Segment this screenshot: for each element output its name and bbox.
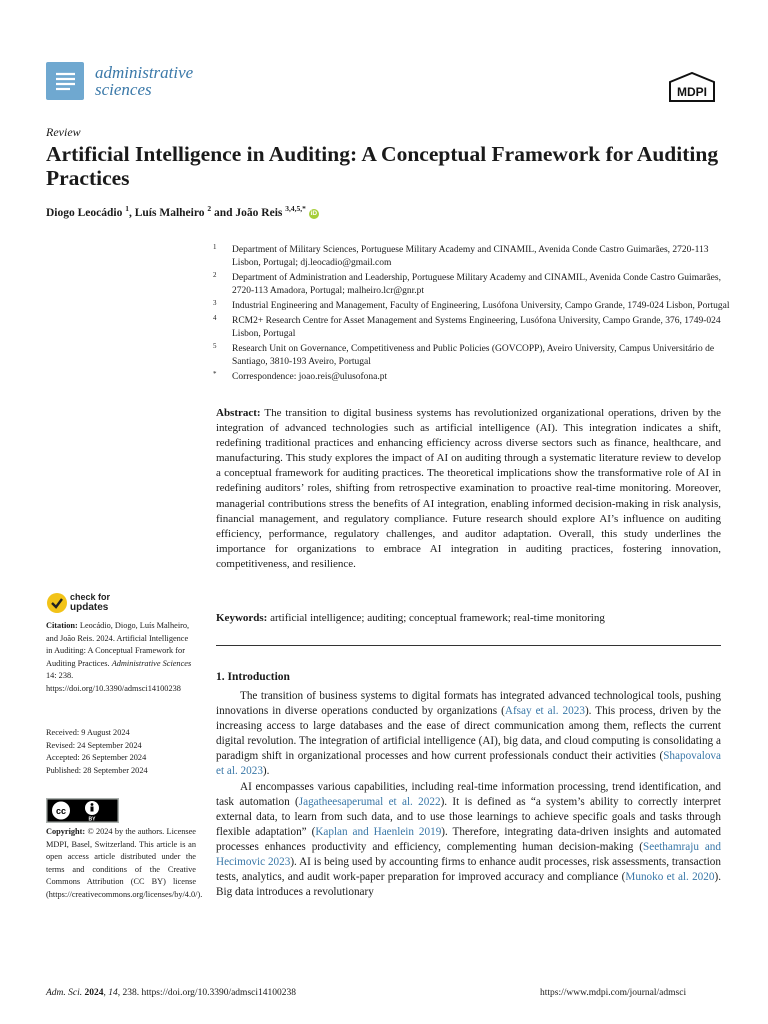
copyright-notice: Copyright: © 2024 by the authors. Licensee MDPI, Basel, Switzerland. This article is an open access article distributed under the terms and conditions of the Creative Commons Attribution (CC BY) license (https://creativecommons.org/licenses/by/4.0/). [46, 827, 203, 899]
citation-block: Citation: Leocádio, Diogo, Luís Malheiro, and João Reis. 2024. Artificial Intelligence in Auditing: A Conceptual Framework for Auditing Practices. Administrative Sciences 14: 238. https://doi.org/10.3390/admsci14100238 [46, 621, 192, 693]
abstract-text: The transition to digital business systems has revolutionized organizational operations, driven by the integration of advanced technologies such as artificial intelligence (AI). This integration indicates a shift, redefining traditional practices and enhancing efficiency across diverse sectors such as finance, healthcare, and manufacturing. This study explores the impact of AI on auditing through a systematic literature review to develop a conceptual framework for auditing practices. The theoretical implications show the transformative role of AI in redefining auditors’ roles, shifting from retrospective examination to proactive real-time monitoring. Moreover, managerial contributions stress the benefits of AI integration, enabling informed decision-making in risk analysis, financial management, and regulatory compliance. Future research should explore AI’s influence on auditing efficiency, performance, regulatory challenges, and auditor adaptation. Overall, this study underlines the importance for organizations to embrace AI integration in auditing practices, fostering innovation, competitiveness, and resilience. [216, 407, 721, 570]
revised-date: Revised: 24 September 2024 [46, 740, 142, 750]
affiliation-item: 5 Research Unit on Governance, Competitiveness and Public Policies (GOVCOPP), Aveiro University, Campus Universitário de Santiago, 3810-193 Aveiro, Portugal [213, 342, 715, 367]
journal-name [95, 64, 193, 98]
citation-label: Citation: [46, 621, 78, 630]
footer-citation: Adm. Sci. 2024, 14, 238. https://doi.org/10.3390/admsci14100238 [46, 988, 296, 998]
author-name: Luís Malheiro [134, 206, 205, 219]
cc-by-license-icon[interactable] [46, 798, 119, 823]
abstract [216, 406, 721, 572]
citation-link[interactable]: Afsay et al. 2023 [504, 705, 585, 718]
abstract-label: Abstract: [216, 407, 261, 419]
citation-link[interactable]: Shapovalova et al. 2023 [216, 750, 721, 778]
paragraph: The transition of business systems to digital formats has integrated advanced technological tools, pushing innovations in diverse operations conducted by organizations (Afsay et al. 2023). This process, driven by the increasing access to large databases and the ease of direct communication among them, reflects the current digital revolution. The integration of artificial intelligence (AI), big data, and cloud computing is consolidating a paradigm shift in organizational processes and how current professionals conduct their activities (Shapovalova et al. 2023). [216, 690, 721, 778]
section-heading: 1. Introduction [216, 671, 290, 683]
publication-dates [46, 727, 196, 777]
affiliation-item: 2 Department of Administration and Leadership, Portuguese Military Academy and CINAMIL, Avenida Conde Castro Guimarães, 2720-113 Amadora, Portugal; malheiro.lcr@gnr.pt [213, 271, 721, 296]
keywords [216, 611, 721, 626]
affiliation-item: 1 Department of Military Sciences, Portuguese Military Academy and CINAMIL, Avenida Conde Castro Guimarães, 2720-113 Lisbon, Portugal; dj.leocadio@gmail.com [213, 243, 709, 268]
section-divider [216, 645, 721, 646]
article-type: Review [46, 125, 81, 139]
author-affiliation-ref: 2 [207, 204, 212, 213]
published-date: Published: 28 September 2024 [46, 765, 148, 775]
author-name: Diogo Leocádio [46, 206, 123, 219]
affiliation-list [210, 244, 730, 386]
journal-url-link[interactable]: https://www.mdpi.com/journal/admsci [540, 988, 687, 998]
cc-by-label: BY [88, 816, 96, 823]
keywords-label: Keywords: [216, 612, 268, 624]
citation-link[interactable]: Jagatheesaperumal et al. 2022 [298, 795, 441, 808]
citation-link[interactable]: Kaplan and Haenlein 2019 [315, 825, 442, 838]
check-for-updates-icon[interactable] [46, 592, 68, 614]
copyright-label: Copyright: [46, 827, 86, 836]
journal-name-line1: administrative [95, 63, 194, 82]
keywords-text: artificial intelligence; auditing; conceptual framework; real-time monitoring [270, 612, 605, 624]
author-affiliation-ref: 3,4,5,* [285, 204, 306, 213]
author-affiliation-ref: 1 [125, 204, 129, 213]
citation-link[interactable]: Seethamraju and Hecimovic 2023 [216, 840, 721, 869]
publisher-name: MDPI [677, 85, 707, 99]
paragraph: AI encompasses various capabilities, including real-time information processing, trend identification, and task automation (Jagatheesaperumal et al. 2022). It is defined as “a system’s ability to correctly interpret external data, to learn from such data, and to use those learnings to achieve specific goals and tasks through flexible adaptation” (Kaplan and Haenlein 2019). Therefore, integrating data-driven insights and automated processes enhances productivity and efficiency, complementing human decision-making (Seethamraju and Hecimovic 2023). AI is being used by accounting firms to enhance audit processes, risk assessments, transaction tests, analytics, and audit work-paper preparation for improved accuracy and compliance (Munoko et al. 2020). Big data introduces a revolutionary [216, 780, 721, 899]
journal-name-line2: sciences [95, 80, 152, 99]
mdpi-logo [664, 72, 720, 102]
received-date: Received: 9 August 2024 [46, 728, 130, 737]
author-name: João Reis [235, 206, 283, 219]
correspondence[interactable]: * Correspondence: joao.reis@ulusofona.pt [213, 370, 388, 382]
citation-link[interactable]: Munoko et al. 2020 [625, 871, 715, 884]
author-list: Diogo Leocádio $^1$, Luís Malheiro $^2$ and João Reis $^{3,4,5,*}$ iD [46, 204, 318, 219]
affiliation-item: 3 Industrial Engineering and Management, Faculty of Engineering, Lusófona University, Campo Grande, 1749-024 Lisbon, Portugal [213, 299, 730, 311]
accepted-date: Accepted: 26 September 2024 [46, 753, 147, 762]
check-for-updates[interactable]: check for updates [70, 592, 111, 613]
article-title: Artificial Intelligence in Auditing: A Conceptual Framework for Auditing Practices [46, 142, 719, 190]
affiliation-item: 4 RCM2+ Research Centre for Asset Management and Systems Engineering, Lusófona University, Campo Grande, 376, 1749-024 Lisbon, Portugal [213, 314, 721, 339]
journal-logo-icon [46, 62, 84, 100]
orcid-icon[interactable]: iD [310, 209, 318, 217]
svg-text:cc: cc [55, 806, 67, 816]
section-body [216, 689, 721, 900]
